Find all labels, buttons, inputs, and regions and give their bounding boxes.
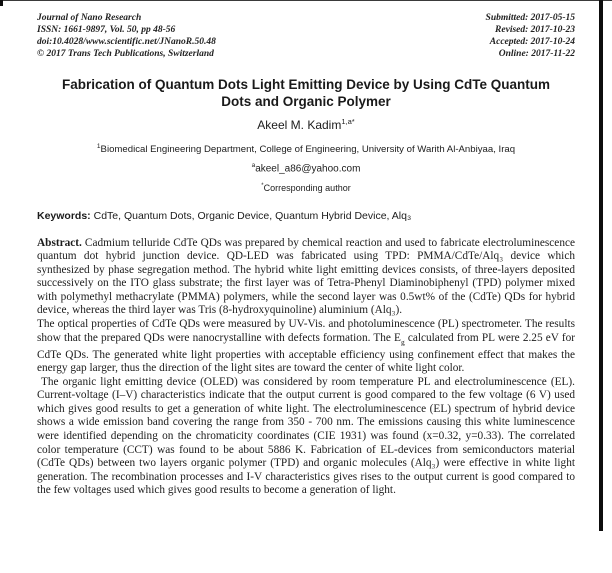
corresponding-superscript: * bbox=[261, 182, 264, 189]
keywords-label: Keywords: bbox=[37, 209, 91, 222]
date-accepted: Accepted: 2017-10-24 bbox=[489, 37, 575, 47]
journal-doi: doi:10.4028/www.scientific.net/JNanoR.50.48 bbox=[37, 37, 216, 47]
abstract-paragraph-2-text-pre: The optical properties of CdTe QDs were measured by UV-Vis. and photoluminescence (PL) spectrometer. The results show that the prepared QDs were nanocrystalline with defects formation. The E bbox=[37, 318, 575, 344]
paper-title: Fabrication of Quantum Dots Light Emitting Device by Using CdTe Quantum Dots and Organic Polymer bbox=[61, 77, 551, 109]
affiliation-text: Biomedical Engineering Department, College of Engineering, University of Warith Al-Anbiyaa, Iraq bbox=[100, 144, 516, 156]
author-line bbox=[37, 117, 575, 132]
corresponding-author-note bbox=[37, 183, 575, 193]
email-line bbox=[37, 162, 575, 174]
energy-gap-subscript: g bbox=[400, 336, 405, 346]
keywords-line bbox=[37, 210, 575, 222]
article-header bbox=[37, 12, 575, 60]
article-dates-block bbox=[486, 12, 575, 60]
abstract-paragraph-1 bbox=[37, 237, 575, 319]
author-superscript: 1,a* bbox=[341, 117, 355, 126]
page-right-edge bbox=[599, 0, 603, 531]
abstract-paragraph-3 bbox=[37, 376, 575, 498]
page-content bbox=[37, 12, 575, 498]
abstract-paragraph-3-text: The organic light emitting device (OLED) was considered by room temperature PL and electroluminescence (EL). Current-voltage (I–V) characteristics indicate that the output current is good compared to the few voltage (6 V) used which gives good results to get a generation of white light. The electroluminescence (EL) spectrum of hybrid device shows a wide emission band covering the range from 350 - 700 nm. The emissions causing this white luminescence were identified depending on the chromaticity coordinates (CIE 1931) was found (x=0.32, y=0.33). The correlated color temperature (CCT) was found to be about 5886 K. Fabrication of EL-devices from semiconductors material (CdTe QDs) between two layers organic polymer (TPD) and organic molecules (Alq₃) were effective in white light generation. The recombination processes and I-V characteristics gives rises to the output current is good compared to the few voltages used which gives good results to become a generation of light. bbox=[37, 375, 575, 497]
page-top-edge bbox=[0, 0, 612, 1]
affiliation-superscript: 1 bbox=[96, 143, 101, 150]
date-online: Online: 2017-11-22 bbox=[498, 49, 575, 59]
journal-copyright: © 2017 Trans Tech Publications, Switzerland bbox=[37, 49, 214, 59]
date-revised: Revised: 2017-10-23 bbox=[495, 25, 575, 35]
author-name: Akeel M. Kadim bbox=[257, 118, 342, 132]
abstract-label: Abstract. bbox=[37, 236, 82, 249]
journal-info-block bbox=[37, 12, 216, 60]
journal-name: Journal of Nano Research bbox=[37, 13, 142, 23]
page-corner-mark bbox=[0, 0, 3, 6]
journal-issn-volume: ISSN: 1661-9897, Vol. 50, pp 48-56 bbox=[37, 25, 176, 35]
corresponding-text: Corresponding author bbox=[263, 182, 351, 193]
abstract-paragraph-2 bbox=[37, 318, 575, 376]
email-superscript: a bbox=[251, 162, 256, 170]
date-submitted: Submitted: 2017-05-15 bbox=[485, 13, 575, 23]
email-text: akeel_a86@yahoo.com bbox=[255, 163, 361, 175]
abstract-paragraph-2-text-post: calculated from PL were 2.25 eV for CdTe QDs. The generated white light properties with acceptable efficiency using confinement effect that makes the energy gap larger, thus the direction of the light sites are toward the center of white light color. bbox=[37, 331, 576, 375]
abstract-section bbox=[37, 237, 575, 499]
abstract-paragraph-1-text: Cadmium telluride CdTe QDs was prepared by chemical reaction and used to fabricate electroluminescence quantum dot hybrid junction device. QD-LED was fabricated using TPD: PMMA/CdTe/Alq₃ device which synthesized by phase segregation method. The hybrid white light emitting devices consists, of three-layers deposited successively on the ITO glass substrate; the first layer was of Tetra-Phenyl Diaminobiphenyl (TPD) polymer mixed with polymethyl methacrylate (PMMA) polymers, while the second layer was 0.5wt% of the (CdTe) QDs for hybrid device, whereas the third layer was Tris (8-hydroxyquinoline) aluminium (Alq₃). bbox=[37, 236, 575, 317]
keywords-text: CdTe, Quantum Dots, Organic Device, Quantum Hybrid Device, Alq₃ bbox=[90, 209, 412, 222]
affiliation-line bbox=[37, 143, 575, 155]
